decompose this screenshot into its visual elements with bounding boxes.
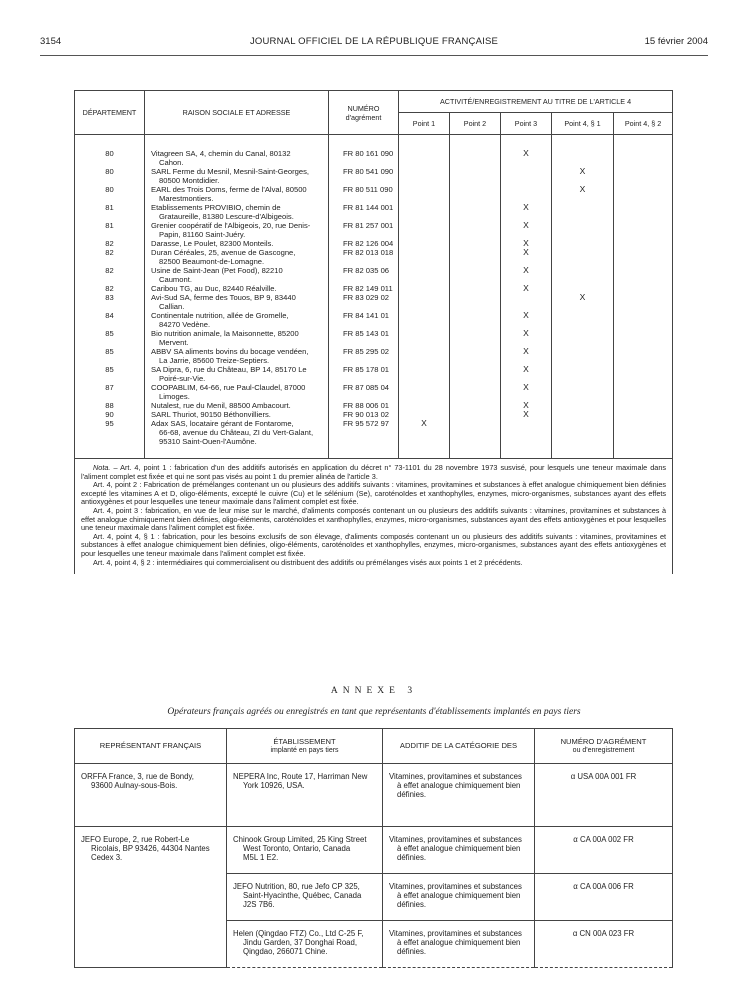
table-row: [75, 239, 673, 248]
point-mark-cell: X: [552, 293, 614, 311]
departement-cell: 95: [75, 419, 145, 446]
address-line: 95310 Saint-Ouen-l'Aumône.: [159, 437, 257, 446]
point-mark-cell: [614, 248, 673, 266]
point-mark-cell: [450, 221, 501, 239]
departement-cell: 84: [75, 311, 145, 329]
spacer-cell: [145, 446, 329, 459]
point-mark-cell: [450, 311, 501, 329]
table-row: [75, 311, 673, 329]
raison-sociale-cell: [145, 410, 329, 419]
point-mark-cell: [399, 221, 450, 239]
point-mark-cell: X: [399, 419, 450, 446]
table-row: [75, 293, 673, 311]
additif-line: définies.: [397, 853, 427, 863]
address-line: Bio nutrition animale, la Maisonnette, 85200: [151, 329, 299, 338]
address-line: 93600 Aulnay-sous-Bois.: [91, 781, 178, 791]
point-mark-cell: X: [501, 203, 552, 221]
address-line: Cahon.: [159, 158, 184, 167]
point-mark-cell: [552, 410, 614, 419]
point-mark-cell: X: [501, 284, 552, 293]
nota-label: Nota.: [93, 463, 111, 472]
departement-cell: 83: [75, 293, 145, 311]
point-mark-cell: [552, 203, 614, 221]
departement-cell: 82: [75, 284, 145, 293]
address-line: M5L 1 E2.: [243, 853, 279, 863]
col-additif: ADDITIF DE LA CATÉGORIE DES: [383, 729, 535, 764]
point-mark-cell: X: [501, 248, 552, 266]
table-row: [75, 221, 673, 239]
address-line: SA Dipra, 6, rue du Château, BP 14, 85170 Le: [151, 365, 307, 374]
numero-cell: FR 82 149 011: [329, 284, 399, 293]
departement-cell: 85: [75, 329, 145, 347]
point-mark-cell: [450, 248, 501, 266]
numero-cell: FR 85 143 01: [329, 329, 399, 347]
point-mark-cell: [552, 221, 614, 239]
point-mark-cell: X: [501, 149, 552, 167]
point-mark-cell: [399, 293, 450, 311]
annex-subtitle: Opérateurs français agréés ou enregistrés en tant que représentants d'établissements implantés en pays tiers: [167, 707, 581, 717]
table-row: [75, 329, 673, 347]
additif-line: Vitamines, provitamines et substances: [389, 772, 522, 781]
point-mark-cell: [450, 284, 501, 293]
point-mark-cell: [399, 284, 450, 293]
address-line: JEFO Europe, 2, rue Robert-Le: [81, 835, 190, 844]
spacer-cell: [450, 446, 501, 459]
additif-line: définies.: [397, 900, 427, 910]
point-mark-cell: [552, 329, 614, 347]
address-line: Marestmontiers.: [159, 194, 214, 203]
table-row: [75, 410, 673, 419]
point-mark-cell: X: [501, 239, 552, 248]
col-point: Point 4, § 1: [552, 113, 614, 135]
numero-cell: FR 81 144 001: [329, 203, 399, 221]
departement-cell: 85: [75, 365, 145, 383]
raison-sociale-cell: [145, 248, 329, 266]
spacer-cell: [614, 135, 673, 150]
numero-cell: FR 82 035 06: [329, 266, 399, 284]
address-line: Etablissements PROVIBIO, chemin de: [151, 203, 281, 212]
point-mark-cell: [614, 203, 673, 221]
point-mark-cell: [501, 419, 552, 446]
point-mark-cell: [450, 167, 501, 185]
note-paragraph: [81, 464, 666, 481]
point-mark-cell: [552, 266, 614, 284]
col-numero-line1: NUMÉRO: [347, 103, 380, 113]
point-mark-cell: [399, 401, 450, 410]
spacer-cell: [501, 135, 552, 150]
address-line: Callian.: [159, 302, 185, 311]
departement-cell: 80: [75, 185, 145, 203]
etablissement-cell: [227, 874, 383, 921]
numero-cell: FR 80 161 090: [329, 149, 399, 167]
point-mark-cell: [614, 401, 673, 410]
spacer-cell: [329, 135, 399, 150]
table-row: [75, 764, 673, 827]
table-row: [75, 167, 673, 185]
point-mark-cell: [450, 149, 501, 167]
note-paragraph: Art. 4, point 4, § 2 : intermédiaires qui commercialisent ou distribuent des additifs ou prémélanges visés aux points 1 et 2 précédents.: [93, 557, 523, 567]
journal-title: JOURNAL OFFICIEL DE LA RÉPUBLIQUE FRANÇAISE: [249, 36, 499, 47]
point-mark-cell: [399, 329, 450, 347]
spacer-cell: [552, 135, 614, 150]
point-mark-cell: [450, 329, 501, 347]
address-line: SARL Thuriot, 90150 Béthonvilliers.: [151, 410, 271, 419]
table-row: [75, 827, 673, 874]
note-paragraph: Art. 4, point 2 : Fabrication de prémélanges contenant un ou plusieurs des additifs suivants : vitamines, provitamines et substances à effet analogue chimiquement bien définies excepté les vitamines A et D, oligo-éléments, excepté le cuivre (Cu) et le sélénium (Se), caroténoïdes et xanthophylles, enzymes, micro-organismes, substances ayant des effets antioxygènes et pour lesquelles une teneur maximale dans l'aliment complet est fixée.: [81, 480, 667, 507]
address-line: 84270 Vedène.: [159, 320, 211, 329]
point-mark-cell: X: [501, 401, 552, 410]
raison-sociale-cell: [145, 365, 329, 383]
address-line: Caribou TG, au Duc, 82440 Réalville.: [151, 284, 277, 293]
point-mark-cell: [399, 203, 450, 221]
point-mark-cell: [399, 167, 450, 185]
additif-line: à effet analogue chimiquement bien: [397, 938, 521, 948]
address-line: SARL Ferme du Mesnil, Mesnil-Saint-Georges,: [151, 167, 309, 176]
address-line: EARL des Trois Doms, ferme de l'Alval, 80500: [151, 185, 307, 194]
nota-text: – Art. 4, point 1 : fabrication d'un des additifs autorisés en application du décret n° 73-1101 du 28 novembre 1973 susvisé, pour lesquels une teneur maximale dans l'aliment complet est fixée et qui ne sont pas visés au point 1 du premier alinéa de l'article 3.: [81, 463, 667, 481]
page-header: [40, 36, 708, 52]
point-mark-cell: [501, 167, 552, 185]
etablissement-cell: [227, 827, 383, 874]
point-mark-cell: X: [552, 185, 614, 203]
address-line: ORFFA France, 3, rue de Bondy,: [81, 772, 194, 781]
numero-agrement-cell: α USA 00A 001 FR: [535, 764, 673, 827]
point-mark-cell: [450, 419, 501, 446]
address-line: Usine de Saint-Jean (Pet Food), 82210: [151, 266, 283, 275]
representatives-table: [74, 728, 673, 968]
representant-cell: [75, 827, 227, 968]
numero-cell: FR 88 006 01: [329, 401, 399, 410]
numero-cell: FR 84 141 01: [329, 311, 399, 329]
point-mark-cell: X: [501, 329, 552, 347]
address-line: Poiré-sur-Vie.: [159, 374, 206, 383]
numero-cell: FR 95 572 97: [329, 419, 399, 446]
point-mark-cell: [501, 185, 552, 203]
numero-cell: FR 82 013 018: [329, 248, 399, 266]
raison-sociale-cell: [145, 266, 329, 284]
etablissement-cell: [227, 764, 383, 827]
table-row-spacer: [75, 446, 673, 459]
notes-cell: [75, 459, 673, 575]
address-line: Caumont.: [159, 275, 192, 284]
departement-cell: 81: [75, 221, 145, 239]
address-line: 66-68, avenue du Château, ZI du Vert-Galant,: [159, 428, 314, 437]
point-mark-cell: [614, 149, 673, 167]
departement-cell: 80: [75, 149, 145, 167]
col-etablissement-title: ÉTABLISSEMENT: [273, 736, 336, 746]
additif-line: définies.: [397, 790, 427, 800]
address-line: Grenier coopératif de l'Albigeois, 20, rue Denis-: [151, 221, 311, 230]
table-row: [75, 365, 673, 383]
departement-cell: 82: [75, 266, 145, 284]
spacer-cell: [614, 446, 673, 459]
point-mark-cell: X: [501, 347, 552, 365]
spacer-cell: [75, 135, 145, 150]
spacer-cell: [145, 135, 329, 150]
address-line: 82500 Beaumont-de-Lomagne.: [159, 257, 265, 266]
point-mark-cell: [450, 383, 501, 401]
address-line: Cedex 3.: [91, 853, 123, 863]
point-mark-cell: [450, 185, 501, 203]
additif-line: Vitamines, provitamines et substances: [389, 882, 522, 891]
notes-row: [75, 459, 673, 575]
col-numero-agrement: [535, 729, 673, 764]
spacer-cell: [501, 446, 552, 459]
table-row: [75, 266, 673, 284]
address-line: La Jarrie, 85600 Treize-Septiers.: [159, 356, 270, 365]
col-etablissement: [227, 729, 383, 764]
address-line: Papin, 81160 Saint-Juéry.: [159, 230, 246, 239]
table-row: [75, 149, 673, 167]
point-mark-cell: [614, 167, 673, 185]
raison-sociale-cell: [145, 347, 329, 365]
col-point: Point 3: [501, 113, 552, 135]
page-number: 3154: [40, 36, 62, 47]
point-mark-cell: [450, 266, 501, 284]
numero-cell: FR 82 126 004: [329, 239, 399, 248]
point-mark-cell: [399, 383, 450, 401]
col-point: Point 1: [399, 113, 450, 135]
raison-sociale-cell: [145, 419, 329, 446]
departement-cell: 87: [75, 383, 145, 401]
spacer-cell: [399, 135, 450, 150]
point-mark-cell: [450, 293, 501, 311]
additif-cell: [383, 764, 535, 827]
table-row: [75, 248, 673, 266]
point-mark-cell: [614, 293, 673, 311]
point-mark-cell: [552, 365, 614, 383]
point-mark-cell: [614, 383, 673, 401]
point-mark-cell: [552, 347, 614, 365]
point-mark-cell: [614, 311, 673, 329]
additif-cell: [383, 874, 535, 921]
raison-sociale-cell: [145, 203, 329, 221]
point-mark-cell: [399, 365, 450, 383]
col-numero-agrement-sub: ou d'enregistrement: [572, 747, 635, 754]
numero-cell: FR 80 511 090: [329, 185, 399, 203]
address-line: Continentale nutrition, allée de Gromelle,: [151, 311, 289, 320]
point-mark-cell: [399, 347, 450, 365]
point-mark-cell: [450, 203, 501, 221]
raison-sociale-cell: [145, 239, 329, 248]
address-line: Ricolais, BP 93426, 44304 Nantes: [91, 844, 210, 854]
address-line: Mervent.: [159, 338, 189, 347]
col-activite: ACTIVITÉ/ENREGISTREMENT AU TITRE DE L'ARTICLE 4: [399, 91, 673, 113]
point-mark-cell: [552, 419, 614, 446]
address-line: Saint-Hyacinthe, Québec, Canada: [243, 891, 362, 901]
point-mark-cell: [399, 311, 450, 329]
point-mark-cell: [552, 401, 614, 410]
point-mark-cell: X: [501, 383, 552, 401]
table-row: [75, 185, 673, 203]
address-line: York 10926, USA.: [243, 781, 305, 791]
departement-cell: 80: [75, 167, 145, 185]
point-mark-cell: [450, 365, 501, 383]
address-line: J2S 7B6.: [243, 900, 275, 910]
point-mark-cell: [614, 266, 673, 284]
point-mark-cell: X: [501, 410, 552, 419]
point-mark-cell: [399, 248, 450, 266]
point-mark-cell: [552, 149, 614, 167]
raison-sociale-cell: [145, 185, 329, 203]
numero-agrement-cell: α CA 00A 006 FR: [535, 874, 673, 921]
raison-sociale-cell: [145, 311, 329, 329]
numero-cell: FR 90 013 02: [329, 410, 399, 419]
point-mark-cell: [614, 329, 673, 347]
address-line: Helen (Qingdao FTZ) Co., Ltd C-25 F,: [233, 929, 364, 938]
address-line: Grataureille, 81380 Lescure-d'Albigeois.: [159, 212, 294, 221]
address-line: COOPABLIM, 64-66, rue Paul-Claudel, 87000: [151, 383, 306, 392]
numero-cell: FR 80 541 090: [329, 167, 399, 185]
departement-cell: 82: [75, 239, 145, 248]
spacer-cell: [329, 446, 399, 459]
col-numero-agrement-title: NUMÉRO D'AGRÉMENT: [560, 736, 647, 746]
address-line: Darasse, Le Poulet, 82300 Monteils.: [151, 239, 274, 248]
address-line: ABBV SA aliments bovins du bocage vendéen,: [151, 347, 309, 356]
address-line: Adax SAS, locataire gérant de Fontarome,: [151, 419, 294, 428]
departement-cell: 82: [75, 248, 145, 266]
address-line: JEFO Nutrition, 80, rue Jefo CP 325,: [233, 882, 360, 891]
address-line: Limoges.: [159, 392, 190, 401]
raison-sociale-cell: [145, 149, 329, 167]
numero-cell: FR 83 029 02: [329, 293, 399, 311]
table-row: [75, 347, 673, 365]
address-line: Duran Céréales, 25, avenue de Gascogne,: [151, 248, 296, 257]
spacer-cell: [552, 446, 614, 459]
spacer-cell: [399, 446, 450, 459]
point-mark-cell: [450, 347, 501, 365]
publication-date: 15 février 2004: [644, 36, 708, 47]
annex-title: ANNEXE 3: [330, 686, 418, 696]
point-mark-cell: [552, 248, 614, 266]
numero-cell: FR 85 178 01: [329, 365, 399, 383]
departement-cell: 81: [75, 203, 145, 221]
raison-sociale-cell: [145, 401, 329, 410]
raison-sociale-cell: [145, 221, 329, 239]
point-mark-cell: [614, 419, 673, 446]
point-mark-cell: [552, 383, 614, 401]
point-mark-cell: X: [501, 365, 552, 383]
point-mark-cell: [450, 239, 501, 248]
col-point: Point 2: [450, 113, 501, 135]
numero-cell: FR 87 085 04: [329, 383, 399, 401]
note-paragraph: Art. 4, point 3 : fabrication, en vue de leur mise sur le marché, d'aliments composés contenant un ou plusieurs des additifs suivants : vitamines, provitamines et substances à effet analogue chimiquement bien définies, oligo-éléments, caroténoïdes et xanthophylles, enzymes, micro-organismes, substances ayant des effets antioxygènes et pour lesquelles une teneur maximale dans l'aliment complet est fixée.: [81, 505, 667, 533]
address-line: Chinook Group Limited, 25 King Street: [233, 835, 367, 844]
point-mark-cell: [399, 149, 450, 167]
table-row: [75, 401, 673, 410]
address-line: 80500 Montdidier.: [159, 176, 220, 185]
address-line: Vitagreen SA, 4, chemin du Canal, 80132: [151, 149, 291, 158]
col-numero-line2: d'agrément: [345, 112, 382, 122]
address-line: Avi-Sud SA, ferme des Touos, BP 9, 83440: [151, 293, 296, 302]
point-mark-cell: [552, 239, 614, 248]
additif-cell: [383, 921, 535, 968]
etablissement-cell: [227, 921, 383, 968]
address-line: Jindu Garden, 37 Donghai Road,: [243, 938, 357, 948]
point-mark-cell: [614, 347, 673, 365]
point-mark-cell: [399, 239, 450, 248]
point-mark-cell: X: [501, 311, 552, 329]
spacer-cell: [450, 135, 501, 150]
col-departement: DÉPARTEMENT: [75, 91, 145, 135]
table-row: [75, 203, 673, 221]
address-line: West Toronto, Ontario, Canada: [243, 844, 351, 854]
col-numero: [329, 91, 399, 135]
additif-line: à effet analogue chimiquement bien: [397, 891, 521, 901]
point-mark-cell: [501, 293, 552, 311]
point-mark-cell: [614, 185, 673, 203]
departement-cell: 90: [75, 410, 145, 419]
point-mark-cell: [399, 266, 450, 284]
numero-agrement-cell: α CN 00A 023 FR: [535, 921, 673, 968]
additif-line: Vitamines, provitamines et substances: [389, 835, 522, 844]
departement-cell: 88: [75, 401, 145, 410]
table-row: [75, 383, 673, 401]
additif-line: Vitamines, provitamines et substances: [389, 929, 522, 938]
numero-cell: FR 81 257 001: [329, 221, 399, 239]
address-line: Nutalest, rue du Menil, 88500 Ambacourt.: [151, 401, 291, 410]
point-mark-cell: [552, 311, 614, 329]
representant-cell: [75, 764, 227, 827]
point-mark-cell: X: [552, 167, 614, 185]
col-raison-sociale: RAISON SOCIALE ET ADRESSE: [145, 91, 329, 135]
point-mark-cell: X: [501, 221, 552, 239]
raison-sociale-cell: [145, 329, 329, 347]
raison-sociale-cell: [145, 383, 329, 401]
additif-line: définies.: [397, 947, 427, 957]
point-mark-cell: [450, 401, 501, 410]
table-row: [75, 419, 673, 446]
col-point: Point 4, § 2: [614, 113, 673, 135]
numero-cell: FR 85 295 02: [329, 347, 399, 365]
numero-agrement-cell: α CA 00A 002 FR: [535, 827, 673, 874]
raison-sociale-cell: [145, 284, 329, 293]
col-representant: REPRÉSENTANT FRANÇAIS: [75, 729, 227, 764]
address-line: NEPERA Inc, Route 17, Harriman New: [233, 772, 368, 781]
additif-line: à effet analogue chimiquement bien: [397, 844, 521, 854]
raison-sociale-cell: [145, 293, 329, 311]
raison-sociale-cell: [145, 167, 329, 185]
point-mark-cell: [614, 365, 673, 383]
additif-cell: [383, 827, 535, 874]
approval-table: [74, 90, 673, 574]
note-paragraph: Art. 4, point 4, § 1 : fabrication, pour les besoins exclusifs de son élevage, d'aliments composés contenant un ou plusieurs des additifs suivants : vitamines, provitamines et substances à effet analogue chimiquement bien définies, oligo-éléments, caroténoïdes et xanthophylles, enzymes, micro-organismes, substances ayant des effets antioxygènes et pour lesquelles une teneur maximale dans l'aliment complet est fixée.: [81, 531, 667, 558]
point-mark-cell: [450, 410, 501, 419]
additif-line: à effet analogue chimiquement bien: [397, 781, 521, 791]
address-line: Qingdao, 266071 Chine.: [243, 947, 328, 957]
spacer-cell: [75, 446, 145, 459]
point-mark-cell: X: [501, 266, 552, 284]
point-mark-cell: [399, 185, 450, 203]
departement-cell: 85: [75, 347, 145, 365]
point-mark-cell: [614, 410, 673, 419]
col-etablissement-sub: implanté en pays tiers: [270, 747, 339, 754]
point-mark-cell: [614, 284, 673, 293]
header-rule: [40, 55, 708, 56]
point-mark-cell: [614, 221, 673, 239]
point-mark-cell: [614, 239, 673, 248]
